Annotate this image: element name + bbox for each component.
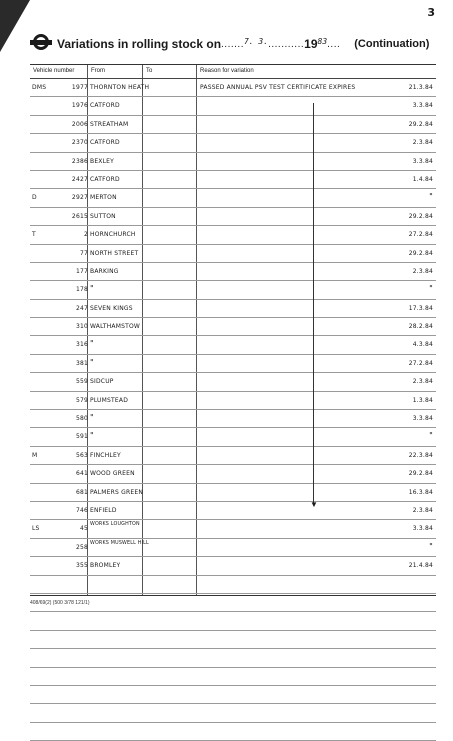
vehicle-number: 579 (75, 396, 88, 404)
from-garage: SEVEN KINGS (90, 304, 133, 312)
expiry-date: 27.2.84 (408, 231, 433, 239)
table-row (30, 97, 436, 115)
date-value: 7. 3. (243, 36, 269, 46)
table-row (30, 355, 436, 373)
continuation-label: (Continuation) (354, 38, 430, 50)
from-garage: WORKS MUSWELL HILL (90, 540, 149, 546)
expiry-date: 29.2.84 (408, 212, 433, 220)
london-transport-roundel-icon (30, 33, 52, 55)
expiry-date: 22.3.84 (408, 451, 433, 459)
expiry-date: 28.2.84 (408, 323, 433, 331)
table-header-row (30, 65, 436, 79)
vehicle-number: 746 (75, 506, 88, 514)
expiry-date: " (429, 541, 433, 551)
vehicle-class-code: M (32, 451, 38, 459)
table-row (30, 208, 436, 226)
from-garage: PLUMSTEAD (90, 396, 129, 404)
table-row (30, 116, 436, 134)
expiry-date: 3.3.84 (412, 102, 433, 110)
expiry-date: " (429, 284, 433, 294)
table-row (30, 465, 436, 483)
vehicle-number: 641 (75, 470, 88, 478)
from-garage: " (90, 357, 94, 367)
page-number: 3 (427, 6, 435, 19)
year-prefix: 19 (304, 37, 318, 51)
vehicle-number: 580 (75, 415, 88, 423)
table-row (30, 300, 436, 318)
vehicle-number: 178 (75, 286, 88, 294)
vehicle-class-code: D (32, 194, 37, 202)
date-dots-trailing: ........... (268, 38, 305, 50)
table-row (30, 171, 436, 189)
from-garage: NORTH STREET (90, 249, 139, 257)
from-garage: BARKING (90, 267, 119, 275)
vehicle-number: 316 (75, 341, 88, 349)
vehicle-number: 563 (75, 451, 88, 459)
vehicle-number: 247 (75, 304, 88, 312)
from-garage: THORNTON HEATH (90, 84, 150, 91)
expiry-date: 4.3.84 (412, 341, 433, 349)
from-garage: " (90, 431, 94, 441)
empty-table-row (30, 704, 436, 722)
table-row (30, 226, 436, 244)
empty-table-row (30, 576, 436, 594)
expiry-date: 2.3.84 (412, 139, 433, 147)
table-row (30, 263, 436, 281)
expiry-date: 29.2.84 (408, 470, 433, 478)
year-dots: .... (327, 38, 341, 50)
form-header (30, 33, 440, 55)
vehicle-number: 2 (83, 231, 88, 239)
expiry-date: 3.3.84 (412, 525, 433, 533)
header-vehicle-number: Vehicle number (33, 68, 75, 74)
expiry-date: 3.3.84 (412, 157, 433, 165)
expiry-date: 21.4.84 (408, 562, 433, 570)
from-garage: SUTTON (90, 212, 116, 220)
vehicle-number: 258 (75, 543, 88, 551)
table-row (30, 336, 436, 354)
from-garage: PALMERS GREEN (90, 488, 144, 496)
header-to: To (146, 68, 153, 74)
empty-table-row (30, 723, 436, 741)
from-garage: " (90, 413, 94, 423)
variations-table (30, 64, 436, 596)
table-row (30, 281, 436, 299)
vehicle-number: 1977 (71, 84, 88, 91)
table-row (30, 520, 436, 538)
expiry-date: 29.2.84 (408, 120, 433, 128)
page-corner-fold (0, 0, 30, 52)
expiry-date: " (429, 431, 433, 441)
from-garage: SIDCUP (90, 378, 114, 386)
ditto-arrow-line (313, 103, 314, 503)
empty-table-row (30, 612, 436, 630)
from-garage: FINCHLEY (90, 451, 121, 459)
table-row (30, 134, 436, 152)
from-garage: ENFIELD (90, 506, 117, 514)
from-garage: BEXLEY (90, 157, 115, 165)
from-garage: CATFORD (90, 175, 120, 183)
table-row (30, 245, 436, 263)
table-row (30, 447, 436, 465)
empty-table-row (30, 668, 436, 686)
vehicle-number: 310 (75, 323, 88, 331)
from-garage: CATFORD (90, 139, 120, 147)
vehicle-number: 2427 (71, 175, 88, 183)
date-dots-leading: ....... (221, 38, 244, 50)
from-garage: WALTHAMSTOW (90, 323, 141, 331)
expiry-date: 2.3.84 (412, 378, 433, 386)
year-value: 83 (317, 36, 328, 46)
form-reference: 408/69(2) (500 3/78 121/1) (30, 600, 90, 606)
expiry-date: 1.3.84 (412, 396, 433, 404)
vehicle-number: 381 (75, 359, 88, 367)
from-garage: WOOD GREEN (90, 470, 135, 478)
from-garage: " (90, 284, 94, 294)
variation-reason: PASSED ANNUAL PSV TEST CERTIFICATE EXPIRES (200, 84, 356, 91)
table-row (30, 153, 436, 171)
table-row (30, 539, 436, 557)
empty-table-row (30, 649, 436, 667)
expiry-date: 27.2.84 (408, 359, 433, 367)
vehicle-number: 2615 (71, 212, 88, 220)
from-garage: MERTON (90, 194, 117, 202)
vehicle-number: 45 (79, 525, 88, 533)
from-garage: HORNCHURCH (90, 231, 136, 239)
vehicle-number: 2370 (71, 139, 88, 147)
vehicle-number: 77 (79, 249, 88, 257)
vehicle-class-code: DMS (32, 84, 47, 91)
vehicle-number: 559 (75, 378, 88, 386)
form-title: Variations in rolling stock on (57, 37, 222, 51)
vehicle-class-code: LS (32, 525, 40, 533)
table-row (30, 484, 436, 502)
expiry-date: 2.3.84 (412, 267, 433, 275)
vehicle-number: 2386 (71, 157, 88, 165)
expiry-date: 1.4.84 (412, 175, 433, 183)
expiry-date: 17.3.84 (408, 304, 433, 312)
from-garage: STREATHAM (90, 120, 129, 128)
empty-table-row (30, 686, 436, 704)
table-row (30, 557, 436, 575)
table-row (30, 392, 436, 410)
vehicle-number: 177 (75, 267, 88, 275)
table-body (30, 79, 436, 741)
from-garage: CATFORD (90, 102, 120, 110)
header-from: From (91, 68, 105, 74)
from-garage: " (90, 339, 94, 349)
expiry-date: 2.3.84 (412, 506, 433, 514)
from-garage: WORKS LOUGHTON (90, 522, 140, 528)
table-row (30, 373, 436, 391)
table-row (30, 79, 436, 97)
table-row (30, 189, 436, 207)
table-row (30, 502, 436, 520)
vehicle-number: 681 (75, 488, 88, 496)
vehicle-number: 2927 (71, 194, 88, 202)
expiry-date: 29.2.84 (408, 249, 433, 257)
empty-table-row (30, 594, 436, 612)
table-row (30, 410, 436, 428)
expiry-date: 21.3.84 (408, 84, 433, 91)
vehicle-class-code: T (32, 231, 36, 239)
header-reason: Reason for variation (200, 68, 254, 74)
vehicle-number: 355 (75, 562, 88, 570)
table-row (30, 318, 436, 336)
arrow-down-icon: ▼ (310, 500, 318, 509)
expiry-date: 16.3.84 (408, 488, 433, 496)
table-row (30, 428, 436, 446)
vehicle-number: 591 (75, 433, 88, 441)
vehicle-number: 1976 (71, 102, 88, 110)
expiry-date: " (429, 192, 433, 202)
expiry-date: 3.3.84 (412, 415, 433, 423)
from-garage: BROMLEY (90, 562, 121, 570)
vehicle-number: 2006 (71, 120, 88, 128)
